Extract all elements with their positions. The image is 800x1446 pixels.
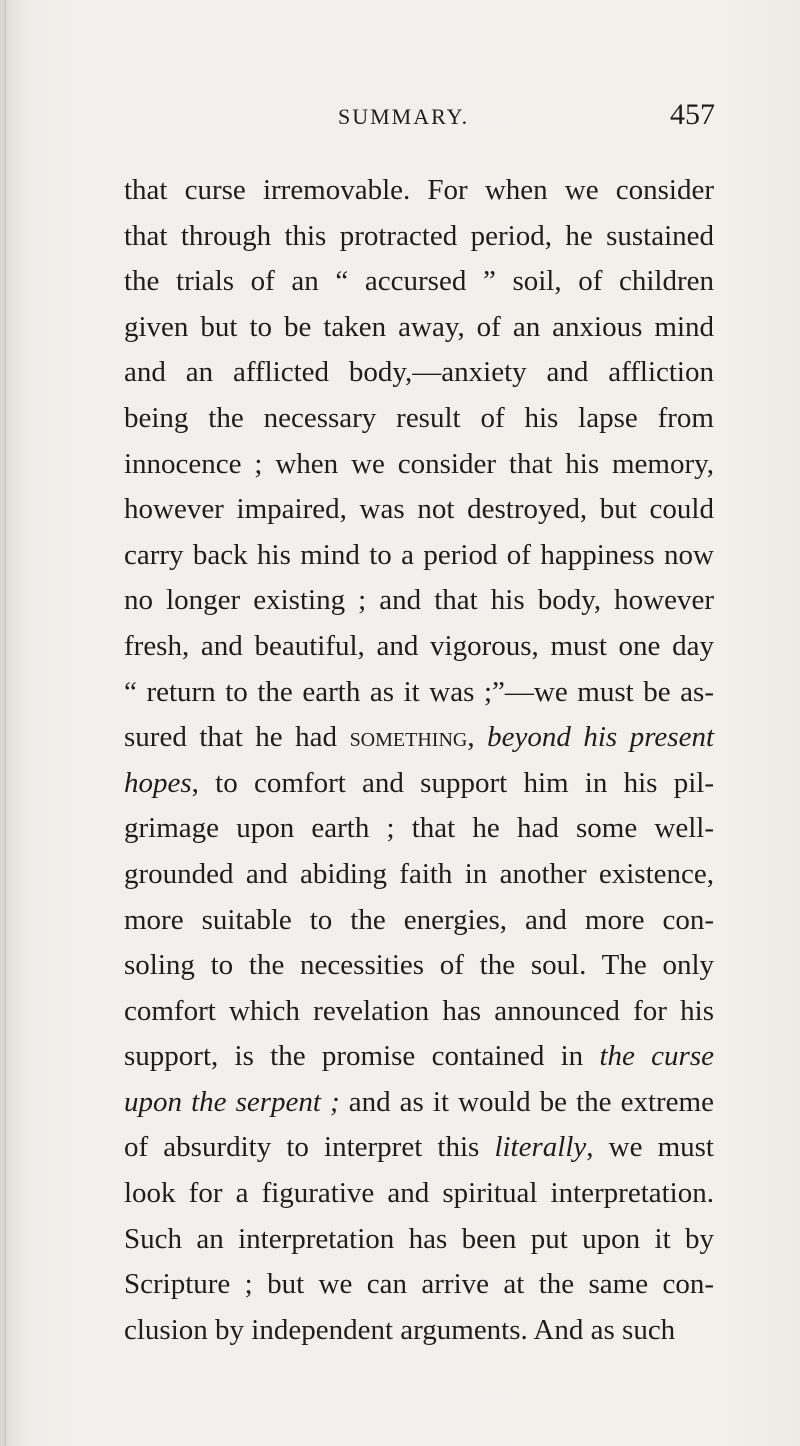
text-line <box>124 670 714 716</box>
text-segment: and an afflicted body,—anxiety and affliction <box>124 356 714 389</box>
text-segment: that curse irremovable. For when we consider <box>124 174 714 206</box>
text-segment: fresh, and beautiful, and vigorous, must one day <box>124 629 714 662</box>
text-line <box>124 806 714 852</box>
text-segment: being the necessary result of his lapse from <box>124 401 714 434</box>
text-line <box>124 168 714 214</box>
text-line <box>124 943 714 989</box>
text-segment: of absurdity to interpret this <box>124 1131 495 1164</box>
text-segment: sured that he had <box>124 721 350 754</box>
text-line <box>124 305 714 351</box>
text-segment: no longer existing ; and that his body, however <box>124 584 714 617</box>
text-segment: , we must <box>586 1131 714 1164</box>
italic-text-segment: the curse <box>599 1040 714 1073</box>
text-line <box>124 898 714 944</box>
running-head <box>0 98 800 148</box>
text-line <box>124 1034 714 1080</box>
text-line <box>124 715 714 761</box>
text-segment: that through this protracted period, he sustained <box>124 219 714 252</box>
text-line <box>124 214 714 260</box>
text-line <box>124 1171 714 1217</box>
text-segment: , to comfort and support him in his pil- <box>191 766 714 799</box>
italic-text-segment: upon the serpent ; <box>124 1085 340 1118</box>
text-line <box>124 624 714 670</box>
text-line <box>124 989 714 1035</box>
text-segment: , <box>467 721 488 754</box>
text-line <box>124 396 714 442</box>
text-line <box>124 1080 714 1126</box>
italic-text-segment: hopes <box>124 766 192 799</box>
text-segment: more suitable to the energies, and more con- <box>124 903 714 936</box>
text-line <box>124 1308 714 1354</box>
text-segment: grimage upon earth ; that he had some well- <box>124 812 714 845</box>
text-segment: the trials of an “ accursed ” soil, of children <box>124 265 714 298</box>
text-line <box>124 761 714 807</box>
text-segment: Such an interpretation has been put upon it by <box>124 1222 714 1255</box>
text-segment: carry back his mind to a period of happiness now <box>124 538 714 571</box>
text-line <box>124 533 714 579</box>
text-segment: however impaired, was not destroyed, but could <box>124 493 714 526</box>
text-line <box>124 350 714 396</box>
text-line <box>124 578 714 624</box>
text-segment: support, is the promise contained in <box>124 1040 600 1073</box>
text-line <box>124 259 714 305</box>
text-segment: grounded and abiding faith in another existence, <box>124 857 714 890</box>
text-line <box>124 442 714 488</box>
page-number: 457 <box>670 98 715 131</box>
text-segment: innocence ; when we consider that his memory, <box>124 447 714 480</box>
text-line <box>124 487 714 533</box>
text-line <box>124 1262 714 1308</box>
text-segment: look for a figurative and spiritual interpretation. <box>124 1177 714 1210</box>
text-segment: and as it would be the extreme <box>339 1085 714 1118</box>
text-line <box>124 1125 714 1171</box>
body-text <box>124 168 714 1353</box>
text-segment: comfort which revelation has announced for his <box>124 994 714 1027</box>
text-line <box>124 852 714 898</box>
text-segment: soling to the necessities of the soul. The only <box>124 949 714 982</box>
text-segment: Scripture ; but we can arrive at the same con- <box>124 1268 714 1301</box>
text-segment: “ return to the earth as it was ;”—we must be as- <box>124 675 714 708</box>
smallcaps-text-segment: something <box>349 721 468 754</box>
page-gutter <box>4 0 6 1446</box>
italic-text-segment: beyond his present <box>487 721 714 754</box>
italic-text-segment: literally <box>494 1131 587 1164</box>
text-line <box>124 1217 714 1263</box>
running-title: SUMMARY. <box>338 104 470 129</box>
text-segment: given but to be taken away, of an anxious mind <box>124 310 714 343</box>
text-segment: clusion by independent arguments. And as such <box>124 1313 676 1346</box>
